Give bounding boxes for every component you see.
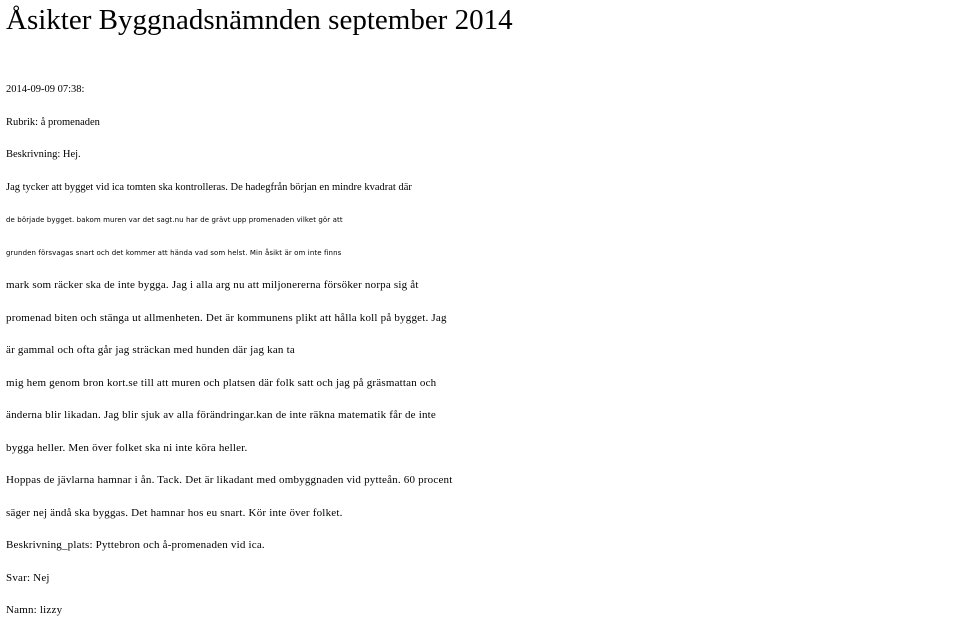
entry-text-line: promenad biten och stänga ut allmenheten. Det är kommunens plikt att hålla koll på bygget. Jag <box>6 311 447 324</box>
entry-text-line: bygga heller. Men över folket ska ni inte köra heller. <box>6 441 248 454</box>
entry-text-line: Hoppas de jävlarna hamnar i ån. Tack. Det är likadant med ombyggnaden vid pytteån. 60 procent <box>6 474 453 486</box>
page-title: Åsikter Byggnadsnämnden september 2014 <box>6 4 513 36</box>
entry-description-label: Beskrivning: Hej. <box>6 149 81 160</box>
entry-text-line: mig hem genom bron kort.se till att muren och platsen där folk satt och jag på gräsmattan och <box>6 376 437 389</box>
entry-location: Beskrivning_plats: Pyttebron och å-promenaden vid ica. <box>6 539 265 551</box>
entry-text-line: mark som räcker ska de inte bygga. Jag i alla arg nu att miljonererna försöker norpa sig åt <box>6 279 419 291</box>
entry-text-line: säger nej ändå ska byggas. Det hamnar hos eu snart. Kör inte över folket. <box>6 506 343 519</box>
entry-text-line: änderna blir likadan. Jag blir sjuk av alla förändringar.kan de inte räkna matematik får de inte <box>6 409 437 421</box>
entry-text-line: grunden försvagas snart och det kommer att hända vad som helst. Min åsikt är om inte finns <box>6 248 342 257</box>
entry-text-line: Jag tycker att bygget vid ica tomten ska kontrolleras. De hadegfrån början en mindre kvadrat där <box>6 181 412 193</box>
entry-text-line: de började bygget. bakom muren var det sagt.nu har de grävt upp promenaden vilket gör att <box>6 216 343 224</box>
entry-subject: Rubrik: å promenaden <box>6 116 100 128</box>
entry-text-line: är gammal och ofta går jag sträckan med hunden där jag kan ta <box>6 344 295 356</box>
entry-timestamp: 2014-09-09 07:38: <box>6 84 85 95</box>
entry-body <box>6 74 956 627</box>
entry-answer: Svar: Nej <box>6 571 50 584</box>
entry-name: Namn: lizzy <box>6 604 63 616</box>
